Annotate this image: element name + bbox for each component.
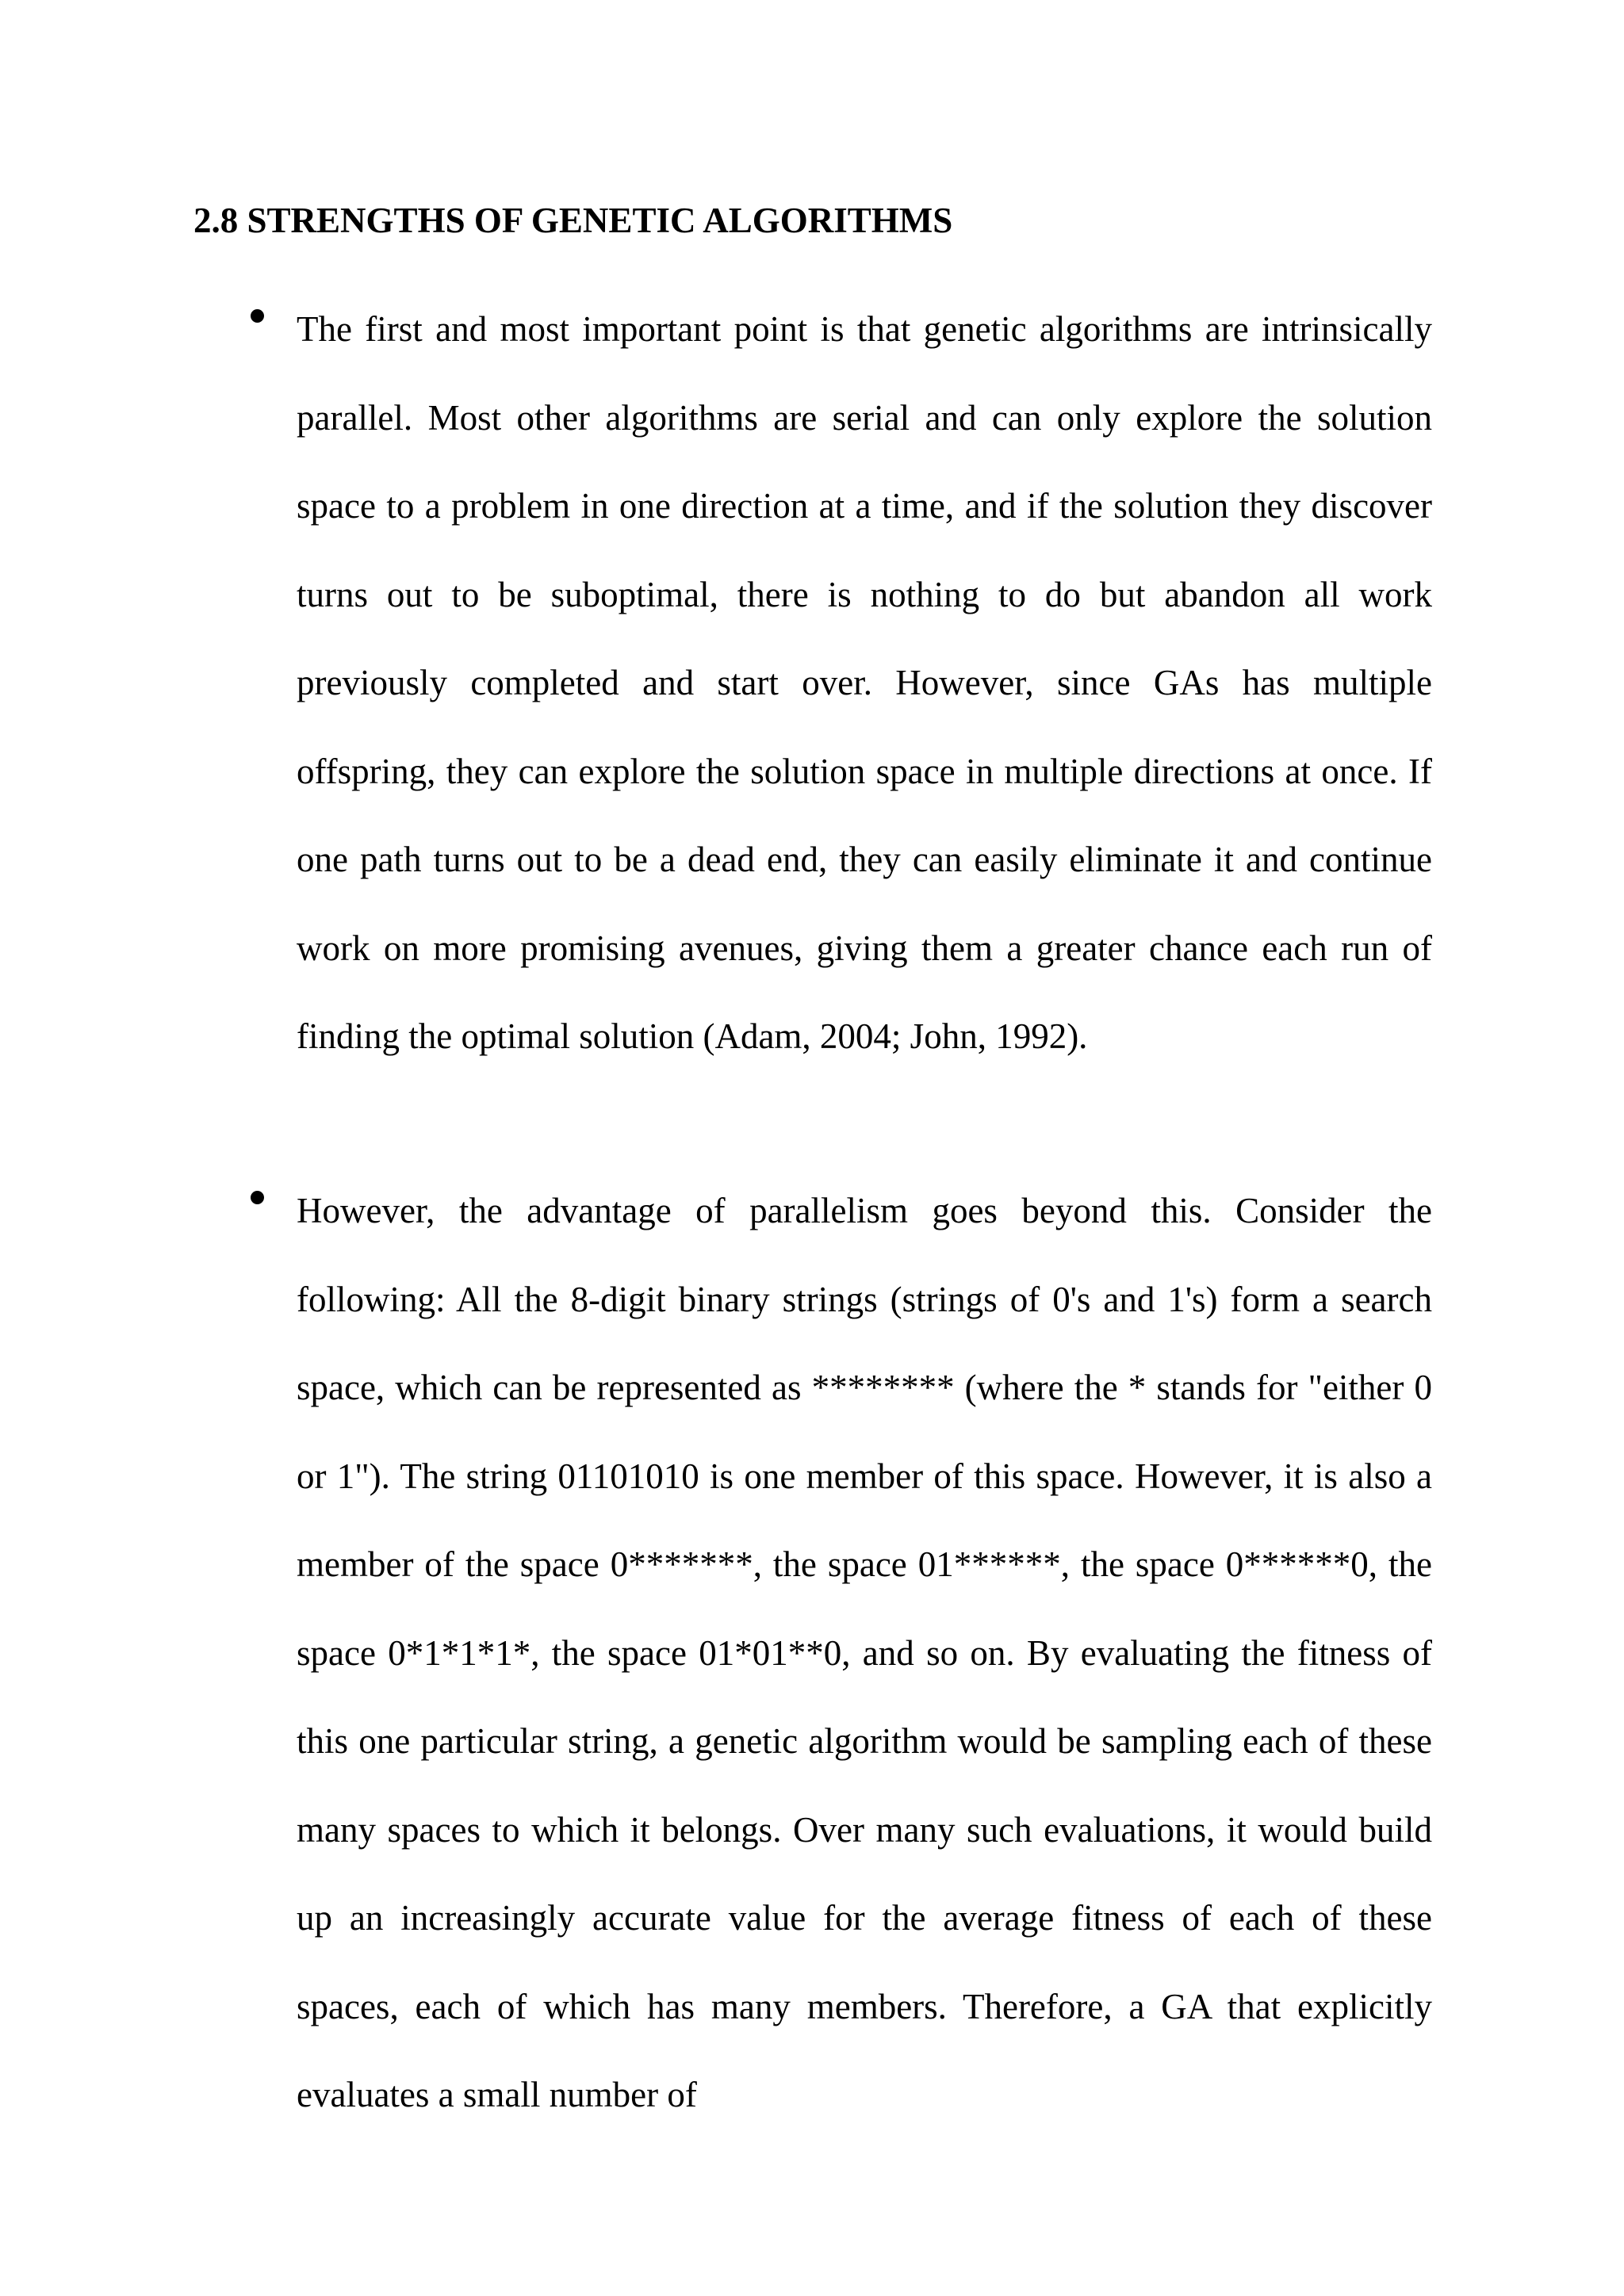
- section-heading: 2.8 STRENGTHS OF GENETIC ALGORITHMS: [193, 201, 953, 240]
- bullet-dot-icon: [251, 309, 264, 323]
- bullet-dot-icon: [251, 1191, 264, 1204]
- bullet-text: The first and most important point is that genetic algorithms are intrinsically parallel. Most other algorithms are serial and can only explore the solution space to a problem in one direction at a time, and if the solution they discover turns out to be suboptimal, there is nothing to do but abandon all work previously completed and start over. However, since GAs has multiple offspring, they can explore the solution space in multiple directions at once. If one path turns out to be a dead end, they can easily eliminate it and continue work on more promising avenues, giving them a greater chance each run of finding the optimal solution (Adam, 2004; John, 1992).: [297, 309, 1432, 1056]
- bullet-text: However, the advantage of parallelism goes beyond this. Consider the following: All the 8-digit binary strings (strings of 0's and 1's) form a search space, which can be represented as ******** (where the * stands for "either 0 or 1"). The string 01101010 is one member of this space. However, it is also a member of the space 0*******, the space 01******, the space 0******0, the space 0*1*1*1*, the space 01*01**0, and so on. By evaluating the fitness of this one particular string, a genetic algorithm would be sampling each of these many spaces to which it belongs. Over many such evaluations, it would build up an increasingly accurate value for the average fitness of each of these spaces, each of which has many members. Therefore, a GA that explicitly evaluates a small number of: [297, 1191, 1432, 2114]
